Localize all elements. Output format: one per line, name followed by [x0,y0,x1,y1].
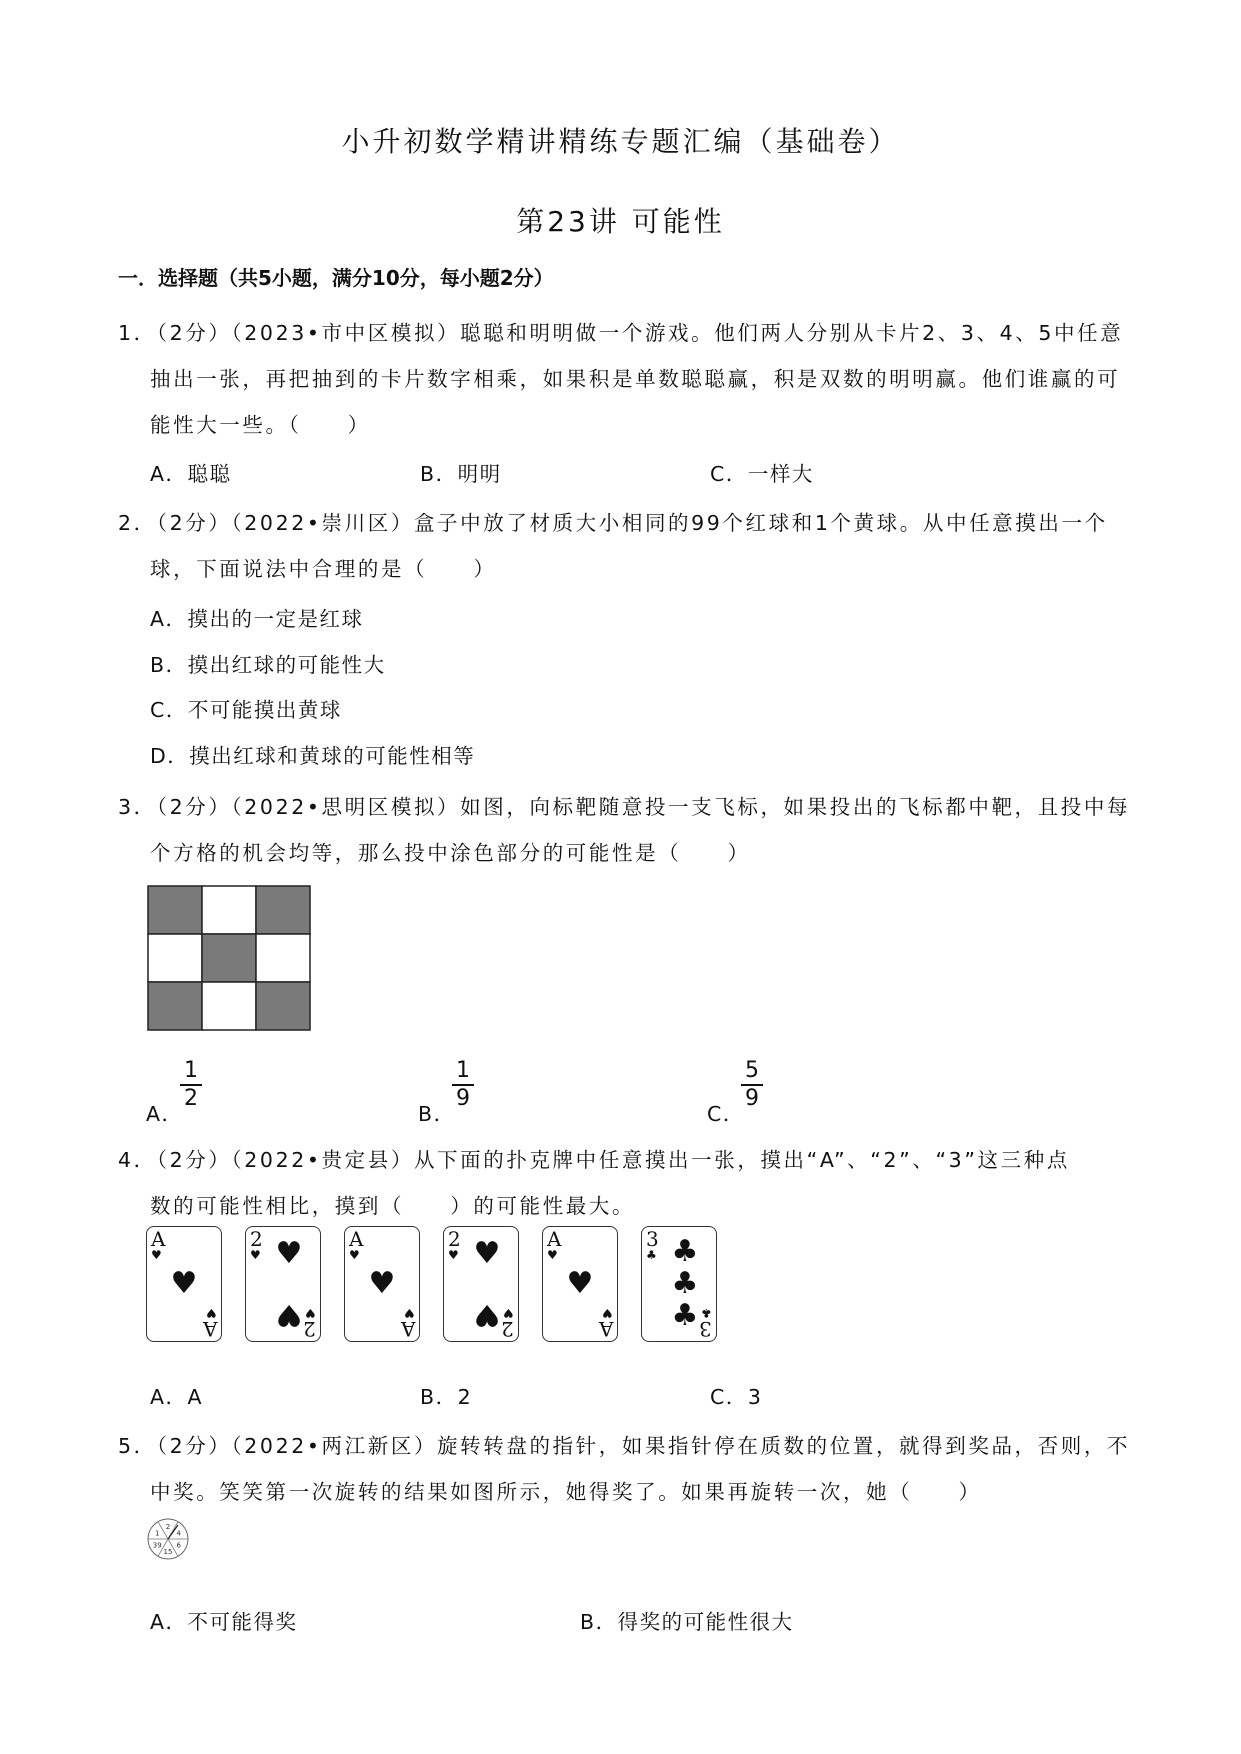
spinner-number: 2 [165,1523,171,1532]
card-suit-small-icon: ♣ [701,1306,712,1320]
fraction-numerator: 1 [456,1058,470,1083]
heart-icon: ♥ [473,1297,501,1332]
question-1-option-b: B．明明 [420,462,502,486]
question-3-option-c-fraction [739,1059,765,1111]
blank-cell [202,886,256,934]
spinner-number: 1 [155,1529,160,1538]
card-suit-small-icon: ♥ [305,1306,316,1320]
card-rank-inverted: 3 [699,1317,712,1341]
fraction-denominator: 9 [456,1086,470,1111]
spinner-number: 4 [176,1529,181,1538]
club-icon: ♣ [671,1298,699,1333]
card-suit-small-icon: ♥ [151,1248,162,1262]
card-rank-inverted: A [202,1317,217,1341]
question-3-option-a-label: A． [146,1102,184,1126]
spinner-number: 15 [163,1547,173,1556]
blank-cell [148,934,202,982]
heart-icon: ♥ [566,1266,594,1301]
card-rank-inverted: A [598,1317,613,1341]
card-suit-small-icon: ♥ [349,1248,360,1262]
question-5-option-a: A．不可能得奖 [150,1610,298,1634]
question-5-line-2: 中奖。笑笑第一次旋转的结果如图所示，她得奖了。如果再旋转一次，她（ ） [150,1480,982,1504]
card-suit-small-icon: ♥ [547,1248,558,1262]
question-1-option-c: C．一样大 [710,462,814,486]
card-rank: 2 [448,1227,461,1251]
card-suit-small-icon: ♥ [250,1248,261,1262]
question-3-line-2: 个方格的机会均等，那么投中涂色部分的可能性是（ ） [150,841,751,865]
card-suit-small-icon: ♥ [448,1248,459,1262]
question-4-line-2: 数的可能性相比，摸到（ ）的可能性最大。 [150,1194,636,1218]
shaded-cell [148,886,202,934]
club-icon: ♣ [671,1266,699,1301]
question-1-line-1: 1．（2分）（2023•市中区模拟）聪聪和明明做一个游戏。他们两人分别从卡片2、3、4、5中任意 [118,321,1124,345]
card-rank: A [547,1227,562,1251]
playing-card [542,1226,618,1342]
document-title: 小升初数学精讲精练专题汇编（基础卷） [341,125,900,158]
card-suit-small-icon: ♥ [404,1306,415,1320]
question-3-option-b-label: B． [418,1102,456,1126]
question-2-option-d: D．摸出红球和黄球的可能性相等 [150,744,476,768]
spinner-number: 39 [152,1541,162,1550]
card-suit-small-icon: ♥ [503,1306,514,1320]
lecture-subtitle: 第23讲 可能性 [516,205,725,238]
question-1-line-3: 能性大一些。（ ） [150,413,371,437]
spinner-number: 6 [176,1541,181,1550]
blank-cell [256,934,310,982]
card-rank-inverted: 2 [303,1317,316,1341]
playing-card [344,1226,420,1342]
blank-cell [202,982,256,1030]
card-rank: A [349,1227,364,1251]
playing-card [443,1226,519,1342]
question-2-line-1: 2．（2分）（2022•崇川区）盒子中放了材质大小相同的99个红球和1个黄球。从中任意摸出一个 [118,511,1108,535]
question-2-option-a: A．摸出的一定是红球 [150,607,364,631]
playing-card [245,1226,321,1342]
playing-card [146,1226,222,1342]
card-suit-small-icon: ♣ [646,1248,657,1262]
question-4-line-1: 4．（2分）（2022•贵定县）从下面的扑克牌中任意摸出一张，摸出“A”、“2”、“3”这三种点 [118,1148,1070,1172]
question-2-line-2: 球，下面说法中合理的是（ ） [150,557,497,581]
question-1-option-a: A．聪聪 [150,462,232,486]
shaded-cell [256,982,310,1030]
question-3-option-a-fraction [178,1059,204,1111]
question-1-line-2: 抽出一张，再把抽到的卡片数字相乘，如果积是单数聪聪赢，积是双数的明明赢。他们谁赢的可 [150,367,1121,391]
card-rank: 2 [250,1227,263,1251]
question-4-option-a: A．A [150,1385,204,1409]
fraction-denominator: 2 [184,1086,198,1111]
question-4-option-b: B．2 [420,1385,473,1409]
heart-icon: ♥ [275,1236,303,1271]
heart-icon: ♥ [473,1236,501,1271]
heart-icon: ♥ [170,1266,198,1301]
shaded-cell [256,886,310,934]
playing-card [641,1226,717,1342]
section-heading: 一．选择题（共5小题，满分10分，每小题2分） [118,266,554,290]
club-icon: ♣ [671,1234,699,1269]
question-2-option-c: C．不可能摸出黄球 [150,698,342,722]
question-5-line-1: 5．（2分）（2022•两江新区）旋转转盘的指针，如果指针停在质数的位置，就得到奖品，否则，不 [118,1434,1131,1458]
card-rank: 3 [646,1227,659,1251]
fraction-numerator: 1 [184,1058,198,1083]
target-grid-figure [146,884,312,1032]
question-2-option-b: B．摸出红球的可能性大 [150,653,386,677]
question-3-option-c-label: C． [707,1102,745,1126]
card-rank-inverted: A [400,1317,415,1341]
card-suit-small-icon: ♥ [602,1306,613,1320]
heart-icon: ♥ [368,1266,396,1301]
fraction-denominator: 9 [745,1086,759,1111]
card-rank: A [151,1227,166,1251]
question-4-option-c: C．3 [710,1385,763,1409]
spinner-figure [146,1517,190,1561]
shaded-cell [148,982,202,1030]
question-3-option-b-fraction [450,1059,476,1111]
heart-icon: ♥ [275,1297,303,1332]
shaded-cell [202,934,256,982]
card-suit-small-icon: ♥ [206,1306,217,1320]
question-5-option-b: B．得奖的可能性很大 [580,1610,794,1634]
card-rank-inverted: 2 [501,1317,514,1341]
question-3-line-1: 3．（2分）（2022•思明区模拟）如图，向标靶随意投一支飞标，如果投出的飞标都中靶，且投中每 [118,795,1131,819]
fraction-numerator: 5 [745,1058,759,1083]
